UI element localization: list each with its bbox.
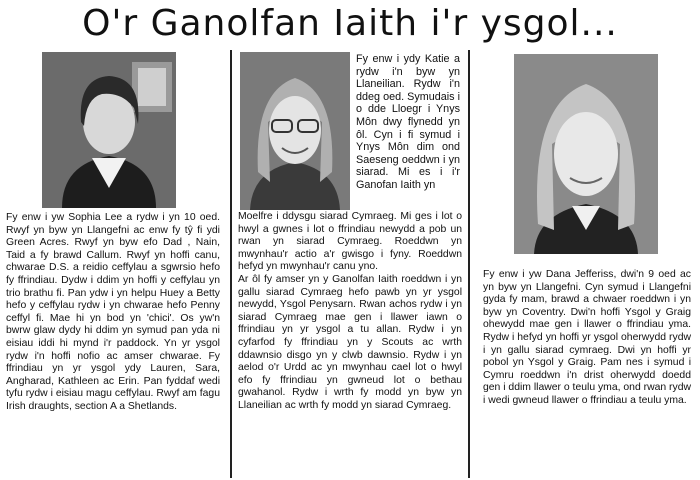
katie-intro-text: Fy enw i ydy Katie a rydw i'n byw yn Llaneilian. Rydw i'n ddeg oed. Symudais i o dde Lloegr i Ynys Môn dwy flynedd yn ôl. Cyn i fi symud i Ynys Môn dim ond Saeseng oeddwn i yn siarad. Mi es i i'r Ganofan Iaith yn (356, 53, 460, 191)
column-rule-left (230, 50, 232, 478)
column-rule-right (468, 50, 470, 478)
katie-para-1: Moelfre i ddysgu siarad Cymraeg. Mi ges i lot o hwyl a gwnes i lot o ffrindiau newydd a pob un rwan yn siarad Cymraeg. Roeddwn yn mwynhau'r actio a'r gwisgo i fyny. Roeddwn hefyd yn mwynhau'r canu yno. (238, 211, 462, 273)
dana-article (483, 269, 691, 408)
katie-intro (356, 53, 460, 192)
sophia-text: Fy enw i yw Sophia Lee a rydw i yn 10 oed. Rwyf yn byw yn Llangefni ac enw fy tŷ fi ydi Green Acres. Rwyf yn byw efo Dad , Nain, Taid a fy brawd Callum. Rwyf yn hoffi canu, chwarae D.S. a reidio ceffylau a sgwrsio hefo fy ffrindiau. Dydw i ddim yn hoffi y ceffylau yn trio brathu fi. Pan ydw i yn helpu Huey a Betty hefo y ceffylau rydw i yn chwarae hefo Penny ceffyl fi. Mae hi yn bod yn 'chici'. Os yw'n bwrw glaw dydy hi ddim yn symud pan yda ni eisiau iddi hi mynd i'r paddock. Yn yr ysgol rydw i'n hoffi nofio ac amser chwarae. Fy ffrindiau yn yr ysgol ydy Lauren, Sara, Angharad, Kathleen ac Erin. Pan fyddaf wedi tyfu rydw i eisiau magu ceffylau. Rwyf am fagu Irish draughts, section A a Shetlands. (6, 212, 220, 412)
dana-photo (514, 54, 658, 254)
katie-article (238, 211, 462, 413)
sophia-article (6, 212, 220, 414)
katie-photo (240, 52, 350, 210)
katie-para-2: Ar ôl fy amser yn y Ganolfan Iaith roeddwn i yn gallu siarad Cymraeg hefo pawb yn yr ysgol newydd, Ysgol Penysarn. Rwan achos rydw i yn siarad Cymraeg mae gen i llawer iawn o ffrindiau yn yr ysgol a tu allan. Rydw i yn cyfarfod fy ffrindiau yn y Scouts ac wrth ddawnsio disgo yn y clwb dawnsio. Rydw i yn aelod o'r Urdd ac yn mwynhau cael lot o hwyl efo fy ffrindiau yn gwneud lot o bethau gwahanol. Rydw i wrth fy modd yn byw yn Llaneilian ac wrth fy modd yn siarad Cymraeg. (238, 273, 462, 411)
dana-text: Fy enw i yw Dana Jefferiss, dwi'n 9 oed ac yn byw yn Llangefni. Cyn symud i Llangefni gyda fy mam, brawd a chwaer roeddwn i yn byw yn Coventry. Dwi'n hoffi Ysgol y Graig ohewydd mae gen i llawer o ffrindiau yma. Rydw i hefyd yn hoffi yr ysgol oherwydd rydw i yn gallu siarad cymraeg. Dwi yn hoffi yr pobol yn Ysgol y Graig. Pam nes i symud i Cymru roeddwn i'n drist oherwydd doedd gen i ddim llawer o teulu yma, ond rwan rydw i wedi gwneud llawer o ffrindiau a teulu yma. (483, 269, 691, 406)
sophia-photo (42, 52, 176, 208)
page-headline: O'r Ganolfan Iaith i'r ysgol... (82, 3, 618, 44)
